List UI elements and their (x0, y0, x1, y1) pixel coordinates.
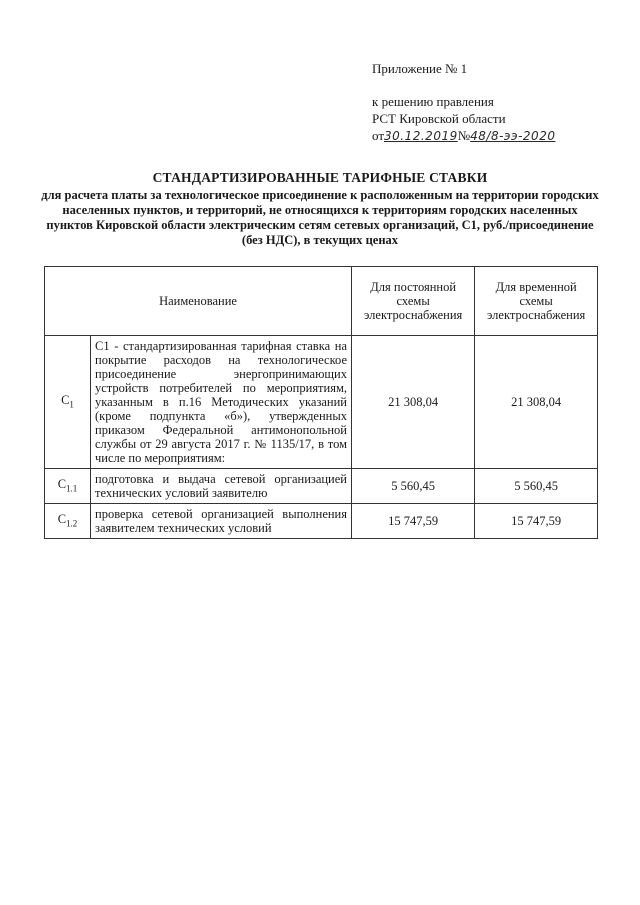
row-description: проверка сетевой организацией выполнения заявителем технических условий (91, 504, 352, 539)
annex-number: Приложение № 1 (372, 61, 468, 76)
row-temporary-value: 21 308,04 (475, 336, 598, 469)
number-prefix: № (457, 128, 471, 143)
title-main: СТАНДАРТИЗИРОВАННЫЕ ТАРИФНЫЕ СТАВКИ (152, 170, 488, 185)
row-code: $C_{1.2}$ (45, 504, 91, 539)
handwritten-number: 48/8-ээ-2020 (470, 129, 556, 143)
date-prefix: от (372, 128, 385, 143)
table-header-row (45, 267, 598, 336)
row-code: $C_1$ (45, 336, 91, 469)
table-row (45, 336, 598, 469)
row-description: подготовка и выдача сетевой организацией технических условий заявителю (91, 469, 352, 504)
row-temporary-value: 5 560,45 (475, 469, 598, 504)
row-temporary-value: 15 747,59 (475, 504, 598, 539)
row-code: $C_{1.1}$ (45, 469, 91, 504)
row-permanent-value: 5 560,45 (352, 469, 475, 504)
annex-decision: к решению правления (372, 94, 494, 109)
row-permanent-value: 21 308,04 (352, 336, 475, 469)
header-temporary: Для временной схемы электроснабжения (475, 267, 598, 336)
table-row (45, 469, 598, 504)
annex-header (372, 60, 555, 145)
title-subtitle: для расчета платы за технологическое присоединение к расположенным на территории городских населенных пунктов, и территорий, не относящихся к территориям городских населенных пунктов Кировской области электрическим сетям сетевых организаций, С1, руб./присоединение (без НДС), в текущих ценах (41, 188, 599, 247)
annex-date-line (372, 127, 555, 145)
row-permanent-value: 15 747,59 (352, 504, 475, 539)
table-row (45, 504, 598, 539)
tariff-table (44, 266, 598, 539)
header-permanent: Для постоянной схемы электроснабжения (352, 267, 475, 336)
annex-organization: РСТ Кировской области (372, 111, 506, 126)
row-description: С1 - стандартизированная тарифная ставка на покрытие расходов на технологическое присоединение энергопринимающих устройств потребителей по мероприятиям, указанным в п.16 Методических указаний (кроме подпункта «б»), утвержденных приказом Федеральной антимонопольной службы от 29 августа 2017 г. № 1135/17, в том числе по мероприятиям: (91, 336, 352, 469)
document-title (40, 170, 600, 248)
handwritten-date: 30.12.2019 (384, 129, 458, 143)
header-name: Наименование (45, 267, 352, 336)
